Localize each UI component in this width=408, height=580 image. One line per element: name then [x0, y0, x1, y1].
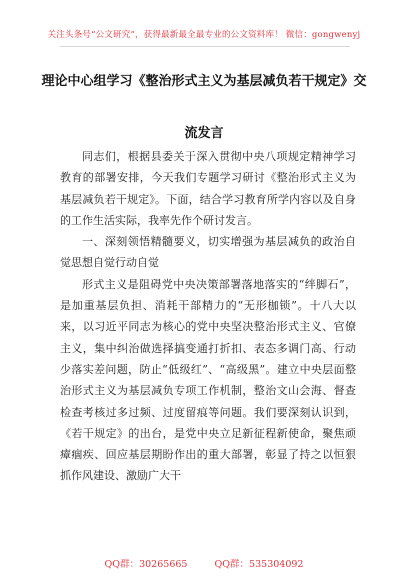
document-title-line-1: 理论中心组学习《整治形式主义为基层减负若干规定》交 — [41, 74, 367, 89]
document-title-line-2: 流发言 — [184, 126, 224, 141]
footer — [0, 556, 408, 570]
footer-qq-group-1: QQ群：30265665 — [104, 559, 188, 570]
paragraph-body: 形式主义是阻碍党中央决策部署落地落实的“绊脚石”，是加重基层负担、消耗干部精力的“无形枷锁”。十八大以来，以习近平同志为核心的党中央坚决整治形式主义、官僚主义，集中纠治做选择搞变通打折扣、表态多调门高、行动少落实差问题，防止“低级红”、“高级黑”。建立中央层面整治形式主义为基层减负专项工作机制，整治文山会海、督查检查考核过多过频、过度留痕等问题。我们要深刻认识到，《若干规定》的出台，是党中央立足新征程新使命，聚焦顽瘴痼疾、回应基层期盼作出的重大部署，彰显了持之以恒狠抓作风建设、激励广大干 — [60, 277, 356, 483]
header-banner: 关注头条号“公文研究”，获得最新最全最专业的公文资料库！ 微信：gongwenyj — [47, 30, 361, 40]
document-body — [60, 146, 356, 487]
footer-qq-group-2: QQ群：535304092 — [214, 559, 304, 570]
header-divider — [60, 46, 350, 47]
paragraph-opening: 同志们，根据县委关于深入贯彻中央八项规定精神学习教育的部署安排，今天我们专题学习研讨《整治形式主义为基层减负若干规定》。下面，结合学习教育所学内容以及自身的工作生活实际，我率先作个研讨发言。 — [60, 150, 356, 227]
paragraph-section-heading: 一、深刻领悟精髓要义，切实增强为基层减负的政治自觉思想自觉行动自觉 — [60, 235, 356, 270]
